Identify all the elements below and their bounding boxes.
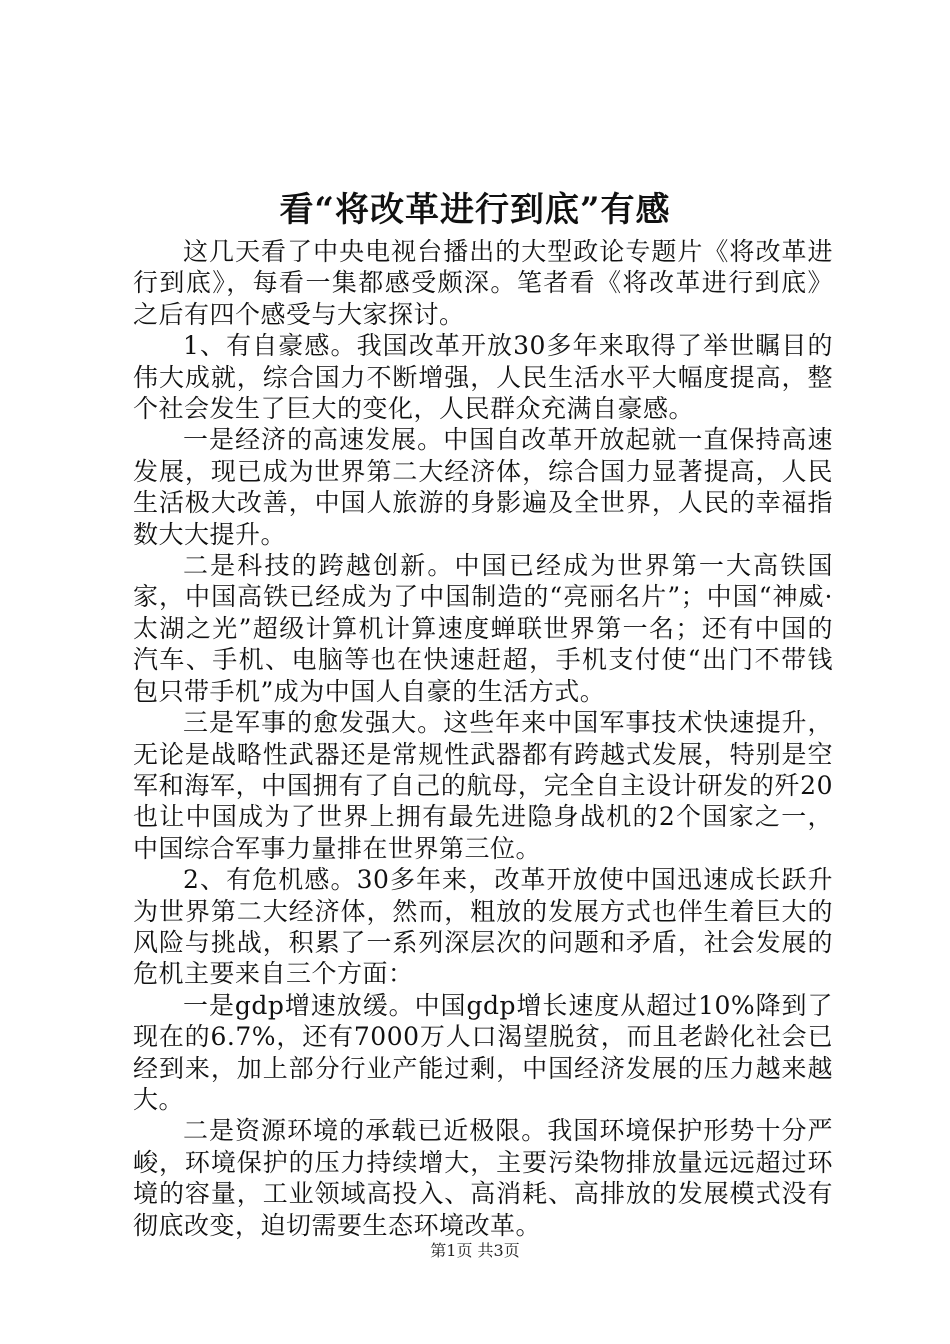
document-title: 看“将改革进行到底”有感 — [279, 190, 671, 230]
page-number: 第1页 共3页 — [430, 1241, 520, 1260]
paragraph-pride: 1、有自豪感。我国改革开放30多年来取得了举世瞩目的伟大成就，综合国力不断增强，人民生活水平大幅度提高，整个社会发生了巨大的变化，人民群众充满自豪感。 — [133, 331, 833, 424]
paragraph-intro: 这几天看了中央电视台播出的大型政论专题片《将改革进行到底》，每看一集都感受颇深。笔者看《将改革进行到底》之后有四个感受与大家探讨。 — [133, 237, 833, 329]
paragraph-gdp: 一是gdp增速放缓。中国gdp增长速度从超过10%降到了现在的6.7%，还有7000万人口渴望脱贫，而且老龄化社会已经到来，加上部分行业产能过剩，中国经济发展的压力越来越大。 — [133, 990, 833, 1114]
paragraph-military: 三是军事的愈发强大。这些年来中国军事技术快速提升，无论是战略性武器还是常规性武器都有跨越式发展，特别是空军和海军，中国拥有了自己的航母，完全自主设计研发的歼20也让中国成为了世界上拥有最先进隐身战机的2个国家之一，中国综合军事力量排在世界第三位。 — [133, 708, 833, 863]
paragraph-economy: 一是经济的高速发展。中国自改革开放起就一直保持高速发展，现已成为世界第二大经济体，综合国力显著提高，人民生活极大改善，中国人旅游的身影遍及全世界，人民的幸福指数大大提升。 — [133, 425, 833, 549]
document-body — [133, 236, 833, 1241]
paragraph-environment: 二是资源环境的承载已近极限。我国环境保护形势十分严峻，环境保护的压力持续增大，主要污染物排放量远远超过环境的容量，工业领域高投入、高消耗、高排放的发展模式没有彻底改变，迫切需要生态环境改革。 — [133, 1116, 833, 1240]
paragraph-technology: 二是科技的跨越创新。中国已经成为世界第一大高铁国家，中国高铁已经成为了中国制造的“亮丽名片”；中国“神威·太湖之光”超级计算机计算速度蝉联世界第一名；还有中国的汽车、手机、电脑等也在快速赶超，手机支付使“出门不带钱包只带手机”成为中国人自豪的生活方式。 — [133, 551, 833, 706]
paragraph-crisis: 2、有危机感。30多年来，改革开放使中国迅速成长跃升为世界第二大经济体，然而，粗放的发展方式也伴生着巨大的风险与挑战，积累了一系列深层次的问题和矛盾，社会发展的危机主要来自三个方面： — [133, 865, 833, 989]
